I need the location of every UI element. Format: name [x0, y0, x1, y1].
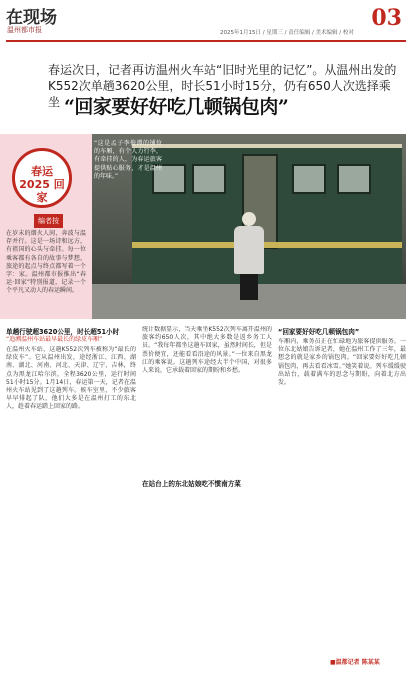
header-rule	[6, 40, 406, 42]
column1-subheading: “追溯温州车站最早最长的绿皮车厢”	[6, 336, 103, 343]
passenger-coat	[234, 226, 264, 274]
badge-label: 春运 2025 回家	[19, 165, 65, 204]
edition-meta: 2025年1月15日 / 星期三 / 责任编辑 / 美术编辑 / 校对	[220, 30, 354, 36]
lead-paragraph: 春运次日，记者再访温州火车站“旧时光里的记忆”。从温州出发的K552次单趟3620公里，时长51小时15分，仍有650人次选择乘坐	[48, 63, 397, 109]
sidebar-panel	[0, 134, 92, 319]
headline: “回家要好好吃几顿锅包肉”	[64, 96, 289, 118]
column1-heading: 单趟行驶超3620公里，时长超51小时	[6, 328, 120, 336]
column3-body: 车厢内，乘务员正在忙碌地为旅客提供服务。一位东北姑娘告诉记者，她在温州工作了三年，最想念的就是家乡的锅包肉。“回家要好好吃几顿锅包肉，再去看看冰雪。”她笑着说。列车缓缓驶出站台，载着满车的思念与期盼，向着北方出发。	[278, 338, 406, 387]
photo-quote: “这是孟子李俊潭的铺位的车厢，有个人力行李，有牵挂的人，为春运旅客提供贴心服务，才是温州的年味。”	[94, 140, 162, 180]
column2-body: 统计数据显示，当天乘坐K552次列车离开温州的旅客约650人次，其中绝大多数是返乡务工人员。“我每年都坐这趟车回家，虽然时间长，但是票价便宜，还能看看沿途的风景。”一位来自黑龙江的乘客说。这趟列车途经大半个中国，对很多人来说，它承载着回家的期盼和乡愁。	[142, 326, 272, 375]
editor-note-body: 在岁末的烟火人间，奔波与温存并行。这是一场诗和远方，有祖国的心头与牵挂。每一位乘客都有各自的故事与梦想，旅途的起点与终点都写着一个字：家。温州都市报推出“春运·回家”特别报道，记录一个个平凡又动人的春运瞬间。	[6, 230, 86, 295]
column3-heading: “回家要好好吃几顿锅包肉”	[278, 328, 360, 336]
column2-heading: 在站台上的东北姑娘吃不惯南方菜	[142, 480, 241, 488]
train-window	[337, 164, 371, 194]
passenger-figure	[232, 212, 266, 300]
passenger-head	[242, 212, 256, 226]
editor-note-tag: 编者按	[34, 214, 63, 228]
column1-body: 在温州火车站，这趟K552次列车被称为“最长的绿皮车”。它从温州出发，途经浙江、江西、湖南、湖北、河南、河北、天津、辽宁、吉林，终点为黑龙江哈尔滨，全程3620公里，运行时间51小时15分。1月14日，春运第一天，记者在温州火车站见到了这趟列车。候车室里，不少旅客早早排起了队，他们大多是在温州打工的东北人，趁着春运踏上回家的路。	[6, 346, 136, 411]
page-header	[0, 0, 412, 43]
train-stripe	[132, 242, 402, 248]
train-window	[292, 164, 326, 194]
reporter-byline: ■温都记者 陈某某	[330, 659, 380, 666]
passenger-legs	[240, 274, 258, 300]
section-title: 在现场	[6, 8, 57, 28]
column-badge-icon	[12, 148, 72, 208]
page-number: 03	[371, 5, 402, 31]
train-window	[192, 164, 226, 194]
section-subtitle: 温州都市报	[7, 26, 42, 34]
